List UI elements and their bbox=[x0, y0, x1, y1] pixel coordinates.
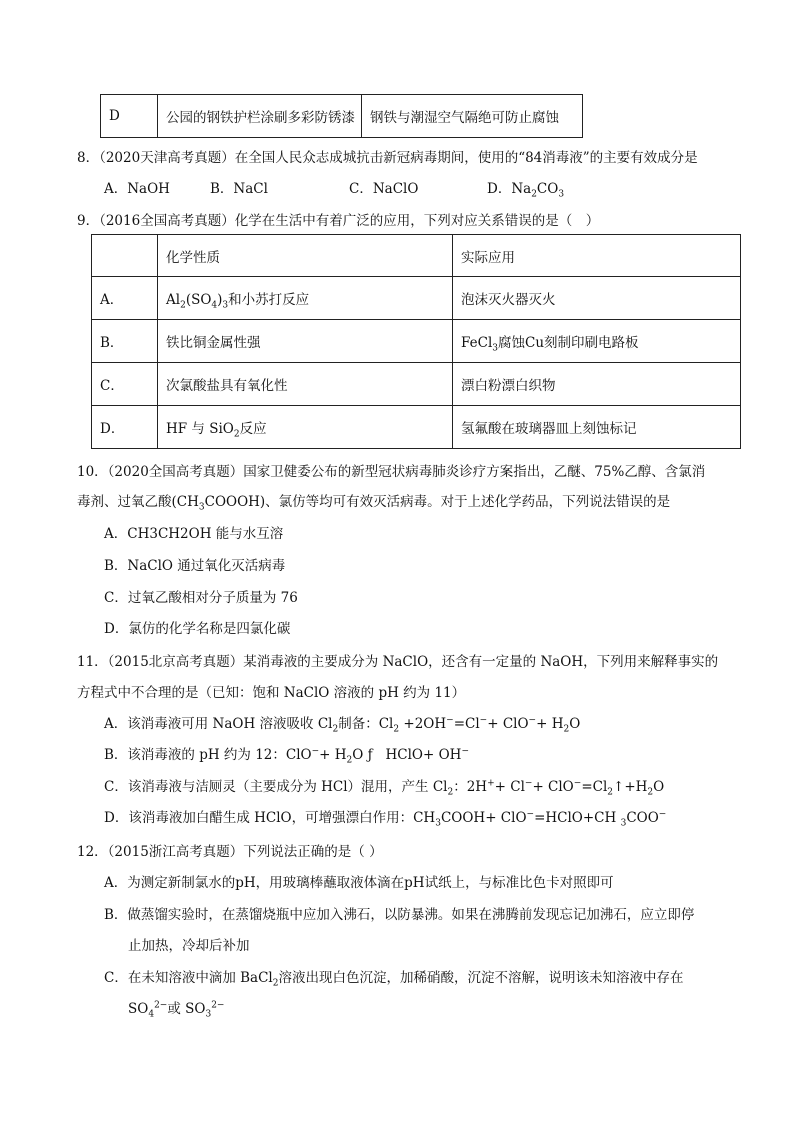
q9-row-b-property: 铁比铜金属性强 bbox=[158, 320, 453, 363]
q9-row-b-application: FeCl$_3$腐蚀Cu刻制印刷电路板 bbox=[453, 320, 741, 363]
table-top-cell-reason: 钢铁与潮湿空气隔绝可防止腐蚀 bbox=[362, 95, 583, 138]
q9-header-application: 实际应用 bbox=[453, 235, 741, 277]
table-top-cell-label: D bbox=[101, 95, 158, 138]
q9-row-a-property: $Al_2(SO_4)_3$和小苏打反应 bbox=[158, 277, 453, 320]
q12-option-c-line1: C．在未知溶液中滴加 BaCl$_2$溶液出现白色沉淀，加稀硝酸，沉淀不溶解，说明该未知溶液中存在 bbox=[104, 970, 684, 989]
q11-option-c: C．该消毒液与洁厕灵（主要成分为 HCl）混用，产生 $Cl_2$：$2H^++ Cl^-+ ClO^-=Cl_2↑+H_2O$ bbox=[104, 778, 665, 798]
q12-option-b-line2: 止加热，冷却后补加 bbox=[128, 938, 250, 954]
q9-header-empty bbox=[92, 235, 158, 277]
q10-option-a: A．CH3CH2OH 能与水互溶 bbox=[104, 526, 284, 542]
q11-stem-line1: 11．（2015北京高考真题）某消毒液的主要成分为 NaClO，还含有一定量的 NaOH，下列用来解释事实的 bbox=[77, 654, 719, 670]
q11-option-a: A．该消毒液可用 NaOH 溶液吸收 $Cl_2$制备：$Cl_2 +2OH^-=Cl^-+ ClO^-+ H_2O$ bbox=[104, 715, 581, 735]
q12-option-a: A．为测定新制氯水的pH，用玻璃棒蘸取液体滴在pH试纸上，与标准比色卡对照即可 bbox=[104, 875, 614, 891]
q10-option-c: C．过氧乙酸相对分子质量为 76 bbox=[104, 590, 298, 606]
q11-option-d: D．该消毒液加白醋生成 HClO，可增强漂白作用：$CH_3COOH+$ ClO−=HClO+CH $_3$COO− bbox=[104, 809, 667, 829]
q12-option-c-line2: $SO_4^{2-}$或 $SO_3^{2-}$ bbox=[128, 1000, 225, 1020]
q9-row-d-application: 氢氟酸在玻璃器皿上刻蚀标记 bbox=[453, 406, 741, 449]
q10-stem-line1: 10．（2020全国高考真题）国家卫健委公布的新型冠状病毒肺炎诊疗方案指出，乙醚、75%乙醇、含氯消 bbox=[77, 464, 706, 480]
q9-table bbox=[91, 234, 741, 449]
q9-row-d-label: D． bbox=[92, 406, 158, 449]
q12-stem: 12．（2015浙江高考真题）下列说法正确的是（ ） bbox=[77, 844, 383, 860]
q9-row-b-label: B． bbox=[92, 320, 158, 363]
q9-row-c-application: 漂白粉漂白织物 bbox=[453, 363, 741, 406]
q10-stem-line2: 毒剂、过氧乙酸$(CH_3COOOH)$、氯仿等均可有效灭活病毒。对于上述化学药品，下列说法错误的是 bbox=[77, 494, 671, 513]
q9-row-c-property: 次氯酸盐具有氧化性 bbox=[158, 363, 453, 406]
table-top bbox=[100, 94, 583, 138]
q11-option-b: B．该消毒液的 pH 约为 12：$ClO^-+ H_2O$ ƒ HClO+ OH− bbox=[104, 746, 469, 766]
q9-row-a-label: A． bbox=[92, 277, 158, 320]
q8-option-b: B．NaCl bbox=[210, 181, 268, 197]
q8-option-d: D．$Na_2CO_3$ bbox=[487, 181, 565, 200]
q12-option-b-line1: B．做蒸馏实验时，在蒸馏烧瓶中应加入沸石，以防暴沸。如果在沸腾前发现忘记加沸石，应立即停 bbox=[104, 907, 695, 923]
q9-row-a-application: 泡沫灭火器灭火 bbox=[453, 277, 741, 320]
table-top-cell-example: 公园的钢铁护栏涂刷多彩防锈漆 bbox=[158, 95, 362, 138]
q11-stem-line2: 方程式中不合理的是（已知：饱和 NaClO 溶液的 pH 约为 11） bbox=[77, 685, 466, 701]
q10-option-d: D．氯仿的化学名称是四氯化碳 bbox=[104, 621, 291, 637]
q8-option-c: C．NaClO bbox=[349, 181, 419, 197]
q8-option-a: A．NaOH bbox=[104, 181, 170, 197]
q8-stem: 8．（2020天津高考真题）在全国人民众志成城抗击新冠病毒期间，使用的“84消毒液”的主要有效成分是 bbox=[77, 150, 698, 166]
q9-row-d-property: HF 与 SiO$_2$反应 bbox=[158, 406, 453, 449]
q9-stem: 9．（2016全国高考真题）化学在生活中有着广泛的应用，下列对应关系错误的是（ ） bbox=[77, 213, 600, 229]
q9-header-property: 化学性质 bbox=[158, 235, 453, 277]
q10-option-b: B．NaClO 通过氧化灭活病毒 bbox=[104, 558, 286, 574]
q9-row-c-label: C． bbox=[92, 363, 158, 406]
